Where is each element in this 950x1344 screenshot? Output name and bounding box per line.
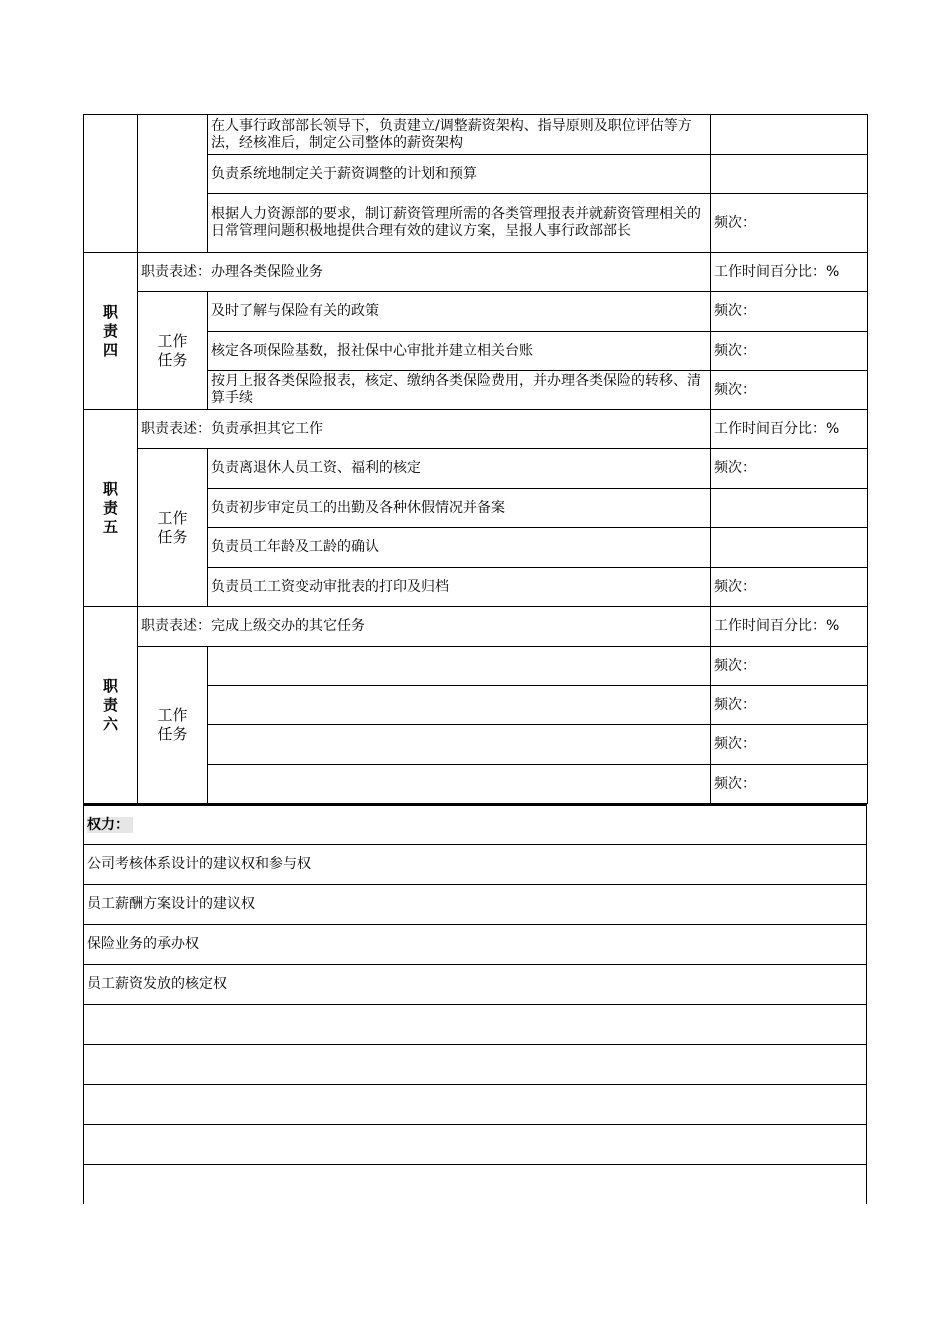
duty-statement: 职责表述：负责承担其它工作 <box>138 410 711 449</box>
rights-item <box>84 1165 867 1205</box>
task-text: 负责员工年龄及工龄的确认 <box>208 528 711 568</box>
duty-label-cell <box>84 115 138 253</box>
time-percentage: 工作时间百分比：% <box>711 253 868 292</box>
task-text <box>208 765 711 804</box>
duty-label-char: 职 <box>102 676 118 695</box>
rights-item <box>84 1045 867 1085</box>
task-frequency <box>711 489 868 528</box>
duty-six-label <box>84 607 138 804</box>
rights-item: 员工薪资发放的核定权 <box>84 965 867 1005</box>
time-percentage: 工作时间百分比：% <box>711 410 868 449</box>
task-frequency: 频次： <box>711 332 868 371</box>
duty-label-char: 责 <box>102 695 118 714</box>
duty-label-char: 四 <box>102 340 118 359</box>
task-text <box>208 725 711 765</box>
task-label-line: 工作 <box>157 706 188 724</box>
task-text: 根据人力资源部的要求，制订薪资管理所需的各类管理报表并就薪资管理相关的日常管理问题积极地提供合理有效的建议方案，呈报人事行政部部长 <box>208 194 711 253</box>
duties-table <box>83 114 868 804</box>
task-frequency: 频次： <box>711 686 868 725</box>
job-description-sheet <box>83 114 867 1204</box>
duty-five-label <box>84 410 138 607</box>
duty-statement: 职责表述：办理各类保险业务 <box>138 253 711 292</box>
task-label-line: 任务 <box>157 725 188 743</box>
rights-heading <box>84 805 867 845</box>
task-text: 在人事行政部部长领导下，负责建立/调整薪资架构、指导原则及职位评估等方法，经核准后，制定公司整体的薪资架构 <box>208 115 711 155</box>
task-frequency: 频次： <box>711 371 868 410</box>
duty-label-char: 责 <box>102 321 118 340</box>
task-text <box>208 686 711 725</box>
task-frequency: 频次： <box>711 765 868 804</box>
task-label-line: 任务 <box>157 350 188 369</box>
work-tasks-label <box>138 647 208 804</box>
task-text: 按月上报各类保险报表，核定、缴纳各类保险费用，并办理各类保险的转移、清算手续 <box>208 371 711 410</box>
duty-label-char: 职 <box>102 479 118 498</box>
task-text: 核定各项保险基数，报社保中心审批并建立相关台账 <box>208 332 711 371</box>
duty-label-char: 职 <box>102 302 118 321</box>
task-text: 负责初步审定员工的出勤及各种休假情况并备案 <box>208 489 711 528</box>
task-frequency: 频次： <box>711 194 868 253</box>
task-text: 负责系统地制定关于薪资调整的计划和预算 <box>208 155 711 194</box>
duty-label-char: 责 <box>102 498 118 517</box>
task-label-line: 工作 <box>157 331 188 350</box>
rights-item <box>84 1085 867 1125</box>
task-frequency <box>711 115 868 155</box>
task-frequency <box>711 528 868 568</box>
duty-label-char: 六 <box>102 714 118 733</box>
task-frequency: 频次： <box>711 449 868 489</box>
time-percentage: 工作时间百分比：% <box>711 607 868 647</box>
duty-four-label <box>84 253 138 410</box>
rights-item <box>84 1005 867 1045</box>
task-text: 负责员工工资变动审批表的打印及归档 <box>208 568 711 607</box>
task-frequency: 频次： <box>711 647 868 686</box>
work-tasks-label <box>138 449 208 607</box>
task-label-line: 工作 <box>157 508 188 527</box>
task-text: 及时了解与保险有关的政策 <box>208 292 711 332</box>
task-frequency: 频次： <box>711 568 868 607</box>
task-frequency <box>711 155 868 194</box>
task-text <box>208 647 711 686</box>
work-tasks-label <box>138 292 208 410</box>
task-text: 负责离退休人员工资、福利的核定 <box>208 449 711 489</box>
rights-item: 公司考核体系设计的建议权和参与权 <box>84 845 867 885</box>
task-label-cell <box>138 115 208 253</box>
task-label-line: 任务 <box>157 527 188 546</box>
rights-heading-text: 权力： <box>87 817 133 833</box>
rights-item <box>84 1125 867 1165</box>
rights-item: 保险业务的承办权 <box>84 925 867 965</box>
task-frequency: 频次： <box>711 292 868 332</box>
task-frequency: 频次： <box>711 725 868 765</box>
duty-statement: 职责表述：完成上级交办的其它任务 <box>138 607 711 647</box>
rights-table <box>83 804 867 1204</box>
duty-label-char: 五 <box>102 517 118 536</box>
rights-item: 员工薪酬方案设计的建议权 <box>84 885 867 925</box>
